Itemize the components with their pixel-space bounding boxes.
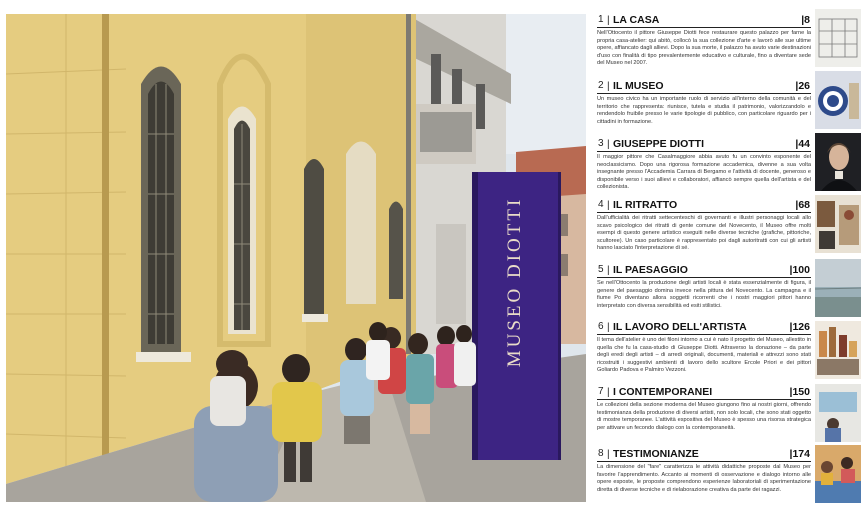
entry-number: 8 xyxy=(598,448,604,459)
page-number-value: 26 xyxy=(798,80,810,92)
entry-number: 5 xyxy=(598,264,604,275)
separator-bar: | xyxy=(607,265,610,276)
page-number: |126 xyxy=(789,321,810,333)
entry-title: LA CASA xyxy=(613,14,660,26)
page-number: |26 xyxy=(795,80,810,92)
entry-description: Nell'Ottocento il pittore Giuseppe Diotti fece restaurare questo palazzo per farne la propria casa-atelier: qui abitò, collocò la sua collezione d'arte e lavorò alle sue ultime opere, affiancato dagli allievi. Dopo la sua morte, il palazzo ha avuto varie destinazioni d'uso con finalità di tipo prevalentemente educativo e culturale, fino a diventare sede del Museo nel 2007. xyxy=(597,30,811,67)
toc-entry[interactable] xyxy=(597,79,811,126)
page-number-value: 174 xyxy=(792,448,810,460)
separator-bar: | xyxy=(607,387,610,398)
page-number: |174 xyxy=(789,448,810,460)
entry-title: TESTIMONIANZE xyxy=(613,448,699,460)
toc-entry[interactable] xyxy=(597,13,811,68)
museum-banner xyxy=(492,192,538,372)
entry-title: IL PAESAGGIO xyxy=(613,264,688,276)
page-number-value: 100 xyxy=(792,264,810,276)
entry-heading xyxy=(597,79,811,94)
entry-description: Se nell'Ottocento la produzione degli artisti locali è stata essenzialmente di figura, il genere del paesaggio domina invece nella pittura del Novecento. La campagna e il fiume Po diventano allora soggetti ricorrenti che i nostri maggiori pittori hanno interpretato con diversa sensibilità ed esiti stilistici. xyxy=(597,280,811,309)
entry-number: 3 xyxy=(598,138,604,149)
thumbnail-la-casa xyxy=(815,9,861,67)
toc-entry[interactable] xyxy=(597,447,811,494)
page-number: |100 xyxy=(789,264,810,276)
entry-description: Un museo civico ha un importante ruolo di servizio all'interno della comunità e del territorio che rappresenta: riunisce, tutela e studia il patrimonio, valorizzandolo e rendendolo fruibile presso le varie tipologie di pubblico, con particolare riguardo per i cittadini in formazione. xyxy=(597,96,811,125)
page-number: |68 xyxy=(795,199,810,211)
page-number: |150 xyxy=(789,386,810,398)
thumbnail-giuseppe-diotti xyxy=(815,133,861,191)
thumbnail-contemporanei xyxy=(815,384,861,442)
entry-number: 4 xyxy=(598,199,604,210)
entry-number: 1 xyxy=(598,14,604,25)
page-number-value: 68 xyxy=(798,199,810,211)
toc-entry[interactable] xyxy=(597,385,811,432)
separator-bar: | xyxy=(607,449,610,460)
separator-bar: | xyxy=(607,200,610,211)
separator-bar: | xyxy=(607,322,610,333)
entry-title: IL MUSEO xyxy=(613,80,664,92)
entry-description: Dall'ufficialità dei ritratti settecenteschi di governanti e illustri personaggi locali allo scavo psicologico dei ritratti di gente comune del Novecento, il Museo offre molti esempi di questo genere artistico eseguiti nelle diverse tecniche (grafiche, pittoriche, scultoree). Un caso particolare è rappresentato poi dagli autoritratti con cui gli artisti hanno lasciato l'interpretazione di sé. xyxy=(597,215,811,252)
page-number-value: 150 xyxy=(792,386,810,398)
banner-label: MUSEO DIOTTI xyxy=(504,196,525,368)
thumbnail-lavoro-artista xyxy=(815,321,861,379)
page-number: |8 xyxy=(801,14,810,26)
toc-entry[interactable] xyxy=(597,263,811,310)
entry-description: La dimensione del "fare" caratterizza le attività didattiche proposte dal Museo per favorire l'apprendimento. Accanto ai momenti di osservazione e dialogo intorno alle opere esposte, le proposte comprendono esperienze laboratoriali di sperimentazione diretta di diverse tecniche e di rielaborazione creativa da parte dei ragazzi. xyxy=(597,464,811,493)
toc-entry[interactable] xyxy=(597,137,811,192)
entry-description: Il tema dell'atelier è uno dei filoni intorno a cui è nato il progetto del Museo, allestito in quella che fu la casa-studio di Giuseppe Diotti. Attraverso la donazione – da parte degli eredi degli artisti – di arredi originali, documenti, materiali e attrezzi sono stati ricostruiti i suggestivi ambienti di lavoro dello scultore Ercole Priori e dei pittori Goliardo Padova e Palmiro Vezzoni. xyxy=(597,337,811,374)
entry-description: Il maggior pittore che Casalmaggiore abbia avuto fu un convinto esponente del neoclassicismo. Dopo una rigorosa formazione accademica, divenne a sua volta insegnante presso l'Accademia Carrara di Bergamo e l'attività di docente, generoso e disponibile verso i suoi allievi e collaboratori, affiancò sempre quella dell'artista e del collezionista. xyxy=(597,154,811,191)
entry-title: I CONTEMPORANEI xyxy=(613,386,713,398)
page-number-value: 126 xyxy=(792,321,810,333)
entry-number: 2 xyxy=(598,80,604,91)
separator-bar: | xyxy=(607,139,610,150)
entry-number: 7 xyxy=(598,386,604,397)
thumbnail-il-ritratto xyxy=(815,195,861,253)
entry-heading xyxy=(597,137,811,152)
page-number: |44 xyxy=(795,138,810,150)
entry-description: Le collezioni della sezione moderna del Museo giungono fino ai nostri giorni, offrendo testimonianza della produzione di diversi artisti, non solo locali, che sono stati oggetto di mostre temporanee. L'attività espositiva del Museo è spesso una risorsa strategica per attivare un fecondo dialogo con la contemporaneità. xyxy=(597,402,811,431)
entry-heading xyxy=(597,198,811,213)
separator-bar: | xyxy=(607,81,610,92)
entry-heading xyxy=(597,320,811,335)
museum-facade-photo xyxy=(6,14,586,502)
entry-heading xyxy=(597,385,811,400)
separator-bar: | xyxy=(607,15,610,26)
toc-entry[interactable] xyxy=(597,320,811,375)
entry-number: 6 xyxy=(598,321,604,332)
thumbnail-testimonianze xyxy=(815,445,861,503)
thumbnail-il-paesaggio xyxy=(815,259,861,317)
entry-heading xyxy=(597,263,811,278)
entry-title: GIUSEPPE DIOTTI xyxy=(613,138,705,150)
toc-entry[interactable] xyxy=(597,198,811,253)
entry-title: IL LAVORO DELL'ARTISTA xyxy=(613,321,747,333)
page-number-value: 8 xyxy=(804,14,810,26)
page-number-value: 44 xyxy=(798,138,810,150)
entry-title: IL RITRATTO xyxy=(613,199,678,211)
entry-heading xyxy=(597,13,811,28)
entry-heading xyxy=(597,447,811,462)
thumbnail-il-museo xyxy=(815,71,861,129)
